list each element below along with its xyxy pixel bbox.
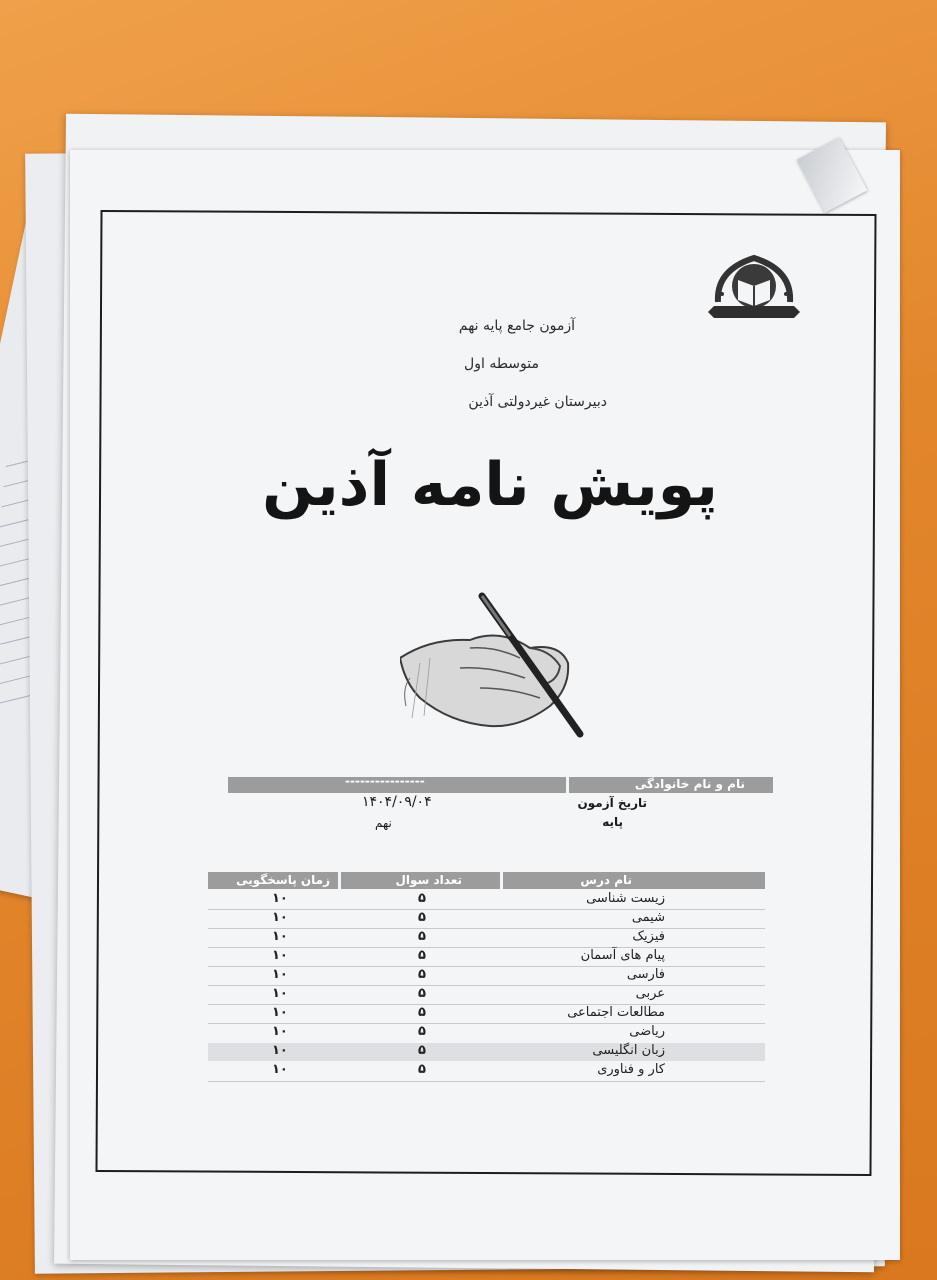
subject-cell: کار و فناوری [597, 1062, 665, 1077]
count-cell: ۵ [418, 967, 426, 982]
name-value: ---------------- [345, 774, 425, 788]
education-level: متوسطه اول [464, 356, 539, 372]
grade-label: پایه [602, 815, 623, 829]
count-cell: ۵ [418, 929, 426, 944]
count-cell: ۵ [418, 1024, 426, 1039]
subject-cell: مطالعات اجتماعی [567, 1005, 665, 1020]
table-row [208, 1005, 765, 1023]
table-row [208, 948, 765, 966]
time-cell: ۱۰ [272, 967, 288, 982]
hand-writing-pen-icon [400, 588, 590, 738]
time-cell: ۱۰ [272, 1005, 288, 1020]
column-separator [500, 872, 503, 889]
count-cell: ۵ [418, 891, 426, 906]
header-subject: نام درس [580, 873, 632, 887]
exam-date-value: ۱۴۰۴/۰۹/۰۴ [362, 794, 432, 810]
subject-cell: شیمی [631, 910, 665, 925]
school-name: دبیرستان غیردولتی آذین [468, 394, 607, 410]
subject-cell: زیست شناسی [586, 891, 665, 906]
row-divider [208, 1081, 765, 1082]
header-question-count: تعداد سوال [395, 873, 462, 887]
time-cell: ۱۰ [272, 929, 288, 944]
time-cell: ۱۰ [272, 1062, 288, 1077]
grade-value: نهم [375, 816, 392, 830]
subject-cell: فیزیک [632, 929, 665, 944]
count-cell: ۵ [418, 948, 426, 963]
table-row [208, 986, 765, 1004]
subject-cell: زبان انگلیسی [592, 1043, 665, 1058]
time-cell: ۱۰ [272, 948, 288, 963]
exam-title: آزمون جامع پایه نهم [458, 318, 575, 334]
info-divider [566, 777, 569, 793]
subject-cell: فارسی [626, 967, 665, 982]
table-row [208, 967, 765, 985]
count-cell: ۵ [418, 1062, 426, 1077]
time-cell: ۱۰ [272, 1043, 288, 1058]
subject-cell: عربی [635, 986, 665, 1001]
exam-date-label: تاریخ آزمون [577, 796, 647, 810]
table-row [208, 1062, 765, 1080]
table-row [208, 1024, 765, 1042]
column-separator [338, 872, 341, 889]
time-cell: ۱۰ [272, 891, 288, 906]
name-label: نام و نام خانوادگی [634, 777, 745, 791]
header-answer-time: زمان پاسخگویی [236, 873, 330, 887]
book-emblem-icon [708, 250, 800, 330]
count-cell: ۵ [418, 1005, 426, 1020]
table-row [208, 929, 765, 947]
time-cell: ۱۰ [272, 986, 288, 1001]
subject-cell: ریاضی [629, 1024, 665, 1039]
time-cell: ۱۰ [272, 910, 288, 925]
time-cell: ۱۰ [272, 1024, 288, 1039]
table-row [208, 910, 765, 928]
subject-cell: پیام های آسمان [580, 948, 665, 963]
count-cell: ۵ [418, 910, 426, 925]
table-row [208, 891, 765, 909]
table-row [208, 1043, 765, 1061]
count-cell: ۵ [418, 986, 426, 1001]
page-title: پویش نامه آذین [262, 450, 718, 520]
count-cell: ۵ [418, 1043, 426, 1058]
